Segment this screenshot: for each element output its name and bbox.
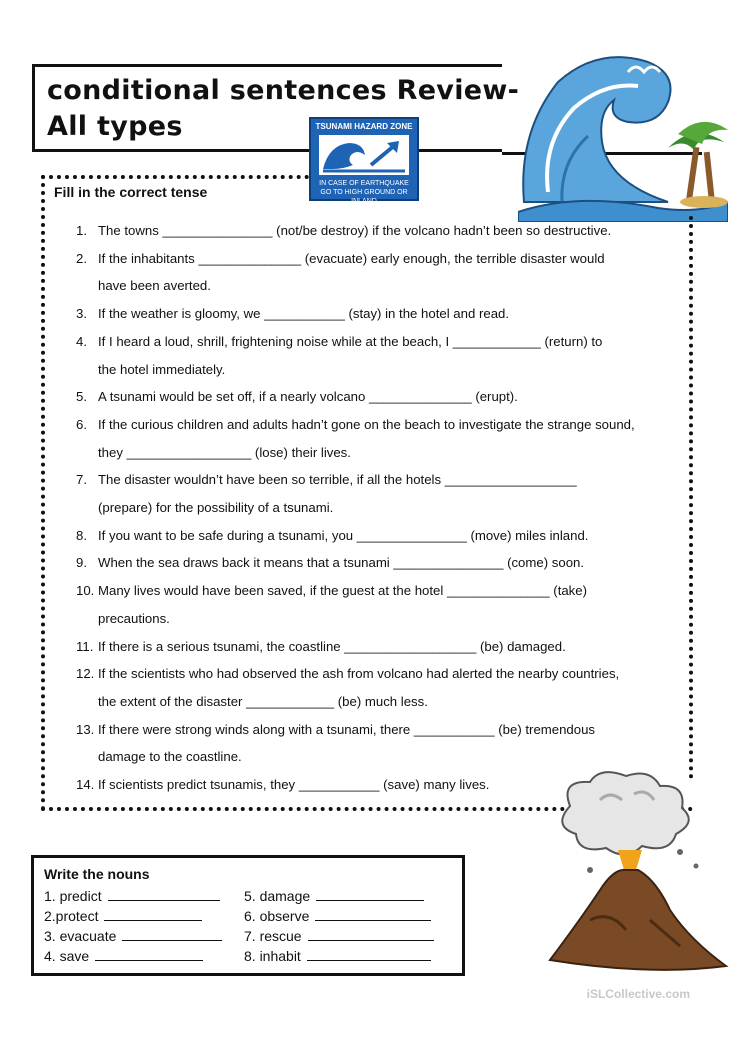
question-text: If there were strong winds along with a tsunami, there ___________ (be) tremendous <box>98 721 596 737</box>
noun-label: 3. evacuate <box>44 928 117 944</box>
question-item <box>76 660 681 688</box>
question-number: 9. <box>76 555 87 571</box>
question-item <box>76 300 681 328</box>
noun-item <box>44 948 203 964</box>
answer-blank[interactable] <box>122 928 222 941</box>
question-text: The towns _______________ (not/be destroy) if the volcano hadn’t been so destructive. <box>98 223 612 238</box>
question-text: (prepare) for the possibility of a tsunami. <box>98 500 334 515</box>
question-text: The disaster wouldn’t have been so terrible, if all the hotels __________________ <box>98 472 577 488</box>
question-item <box>76 633 681 661</box>
answer-blank[interactable] <box>307 948 431 961</box>
question-continuation <box>76 494 681 522</box>
question-text: the hotel immediately. <box>98 361 226 377</box>
question-item <box>76 411 681 439</box>
title-line-1: conditional sentences Review- <box>47 75 520 106</box>
question-item <box>76 217 681 245</box>
exercise-instruction: Fill in the correct tense <box>54 184 208 200</box>
question-continuation <box>76 605 681 633</box>
question-text: A tsunami would be set off, if a nearly volcano ______________ (erupt). <box>98 389 518 405</box>
noun-item <box>44 908 202 924</box>
noun-item <box>244 908 431 924</box>
question-number: 8. <box>76 527 87 543</box>
noun-label: 8. inhabit <box>244 948 301 964</box>
question-number: 3. <box>76 306 87 322</box>
answer-blank[interactable] <box>104 908 202 921</box>
noun-label: 2.protect <box>44 908 99 924</box>
answer-blank[interactable] <box>316 888 424 901</box>
question-text: have been averted. <box>98 278 211 294</box>
question-text: When the sea draws back it means that a tsunami _______________ (come) soon. <box>98 555 585 571</box>
question-item <box>76 549 681 577</box>
question-text: If the scientists who had observed the ash from volcano had alerted the nearby countries, <box>98 666 620 682</box>
question-text: they _________________ (lose) their lives. <box>98 444 351 460</box>
noun-label: 1. predict <box>44 888 102 904</box>
noun-item <box>244 948 431 964</box>
question-item <box>76 245 681 273</box>
noun-label: 5. damage <box>244 888 311 904</box>
question-continuation <box>76 688 681 716</box>
answer-blank[interactable] <box>315 908 431 921</box>
noun-label: 4. save <box>44 948 90 964</box>
sign-wave-icon <box>319 135 409 175</box>
sign-header: TSUNAMI HAZARD ZONE <box>315 122 413 131</box>
sign-footer: IN CASE OF EARTHQUAKE GO TO HIGH GROUND OR INLAND <box>319 180 409 205</box>
question-number: 10. <box>76 583 95 599</box>
question-item <box>76 466 681 494</box>
noun-label: 7. rescue <box>244 928 302 944</box>
question-text: the extent of the disaster ____________ (be) much less. <box>98 693 428 709</box>
question-number: 11. <box>76 638 94 654</box>
question-text: If you want to be safe during a tsunami, you _______________ (move) miles inland. <box>98 527 589 543</box>
watermark: iSLCollective.com <box>586 987 690 1001</box>
volcano-illustration <box>530 770 730 980</box>
question-continuation <box>76 272 681 300</box>
answer-blank[interactable] <box>95 948 203 961</box>
question-text: If there is a serious tsunami, the coastline __________________ (be) damaged. <box>98 638 566 654</box>
noun-item <box>244 888 424 904</box>
question-item <box>76 577 681 605</box>
question-text: Many lives would have been saved, if the guest at the hotel ______________ (take) <box>98 583 588 599</box>
title-line-2: All types <box>47 111 183 142</box>
question-text: damage to the coastline. <box>98 749 242 765</box>
question-continuation <box>76 356 681 384</box>
question-item <box>76 716 681 744</box>
question-text: If the weather is gloomy, we ___________ (stay) in the hotel and read. <box>98 306 510 322</box>
question-number: 1. <box>76 223 87 238</box>
question-number: 13. <box>76 721 95 737</box>
question-item <box>76 383 681 411</box>
nouns-box <box>31 855 465 976</box>
nouns-title: Write the nouns <box>44 866 150 882</box>
title-box <box>32 64 520 152</box>
answer-blank[interactable] <box>108 888 220 901</box>
noun-label: 6. observe <box>244 908 310 924</box>
question-number: 6. <box>76 416 87 432</box>
question-number: 7. <box>76 472 87 488</box>
noun-item <box>44 888 220 904</box>
question-continuation <box>76 743 681 771</box>
noun-item <box>244 928 434 944</box>
question-item <box>76 522 681 550</box>
noun-item <box>44 928 222 944</box>
question-item <box>76 328 681 356</box>
question-number: 2. <box>76 250 87 266</box>
question-text: If scientists predict tsunamis, they ___________ (save) many lives. <box>98 777 490 792</box>
question-number: 5. <box>76 389 87 405</box>
question-number: 14. <box>76 777 95 792</box>
answer-blank[interactable] <box>308 928 434 941</box>
question-text: If the curious children and adults hadn’t gone on the beach to investigate the strange sound, <box>98 416 635 432</box>
question-text: If the inhabitants ______________ (evacuate) early enough, the terrible disaster would <box>98 250 605 266</box>
question-continuation <box>76 439 681 467</box>
question-text: precautions. <box>98 610 170 626</box>
question-number: 12. <box>76 666 95 682</box>
question-text: If I heard a loud, shrill, frightening noise while at the beach, I ____________ (return) to <box>98 333 603 349</box>
question-number: 4. <box>76 333 87 349</box>
